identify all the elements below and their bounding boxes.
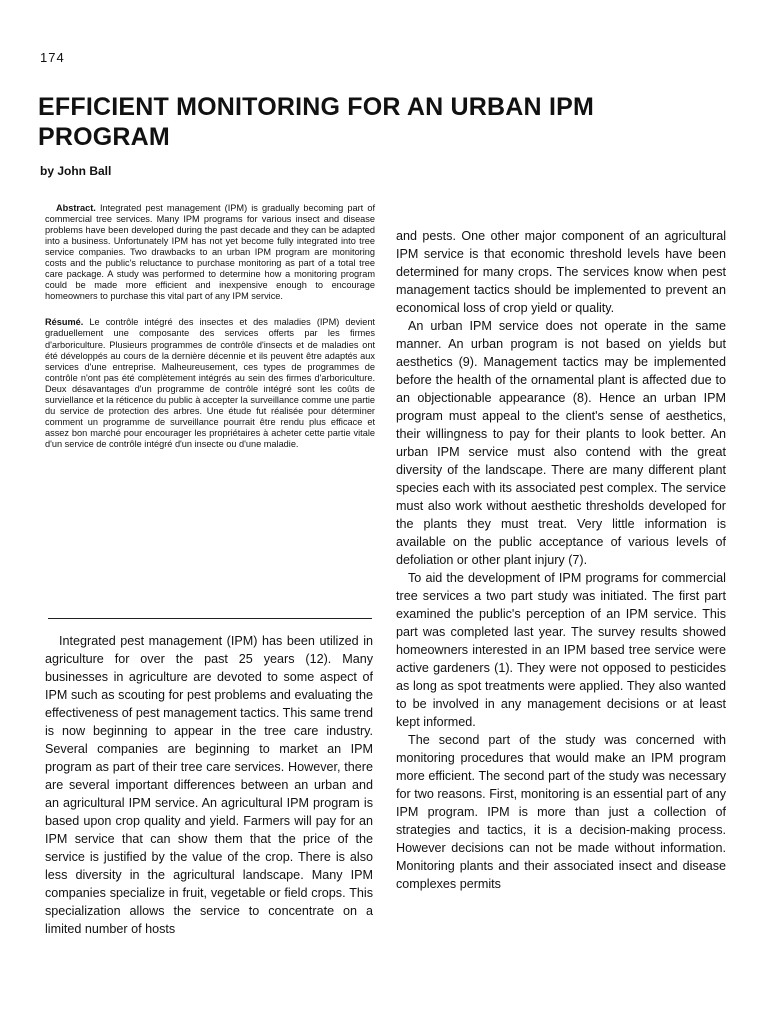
body-paragraph: An urban IPM service does not operate in the same manner. An urban program is not based on yields but aesthetics (9). Management tactics may be implemented before the health of the ornamental plant is affected due to an objectionable appearance (8). Hence an urban IPM program must appeal to the client's sense of aesthetics, their willingness to pay for their plants to look better. An urban IPM service must also contend with the great diversity of the landscape. There are many different plant species each with its associated pest complex. The service must also work without aesthetic thresholds developed for the plants they must treat. Very little information is available on the public acceptance of various levels of defoliation or other plant injury (7). bbox=[396, 319, 726, 567]
body-paragraph-continuation: and pests. One other major component of an agricultural IPM service is that economic threshold levels have been determined for many crops. The services know when pest management tactics should be implemented to prevent an economical loss of crop yield or quality. bbox=[396, 229, 726, 315]
abstract bbox=[45, 203, 375, 302]
body-paragraph: Integrated pest management (IPM) has been utilized in agriculture for over the past 25 years (12). Many businesses in agriculture are devoted to some aspect of IPM such as scouting for pest problems and evaluating the effectiveness of pest management tactics. This same trend is now beginning to appear in the tree care industry. Several companies are beginning to market an IPM program as part of their tree care services. However, there are several important differences between an urban and an agricultural IPM service. An agricultural IPM program is based upon crop quality and yield. Farmers will pay for an IPM service that can show them that the price of the service is justified by the value of the crop. There is also less diversity in the agricultural landscape. Many IPM companies specialize in fruit, vegetable or field crops. This specialization allows the service to concentrate on a limited number of hosts bbox=[45, 634, 373, 936]
resume-text: Le contrôle intégré des insectes et des maladies (IPM) devient graduellement une composante des services offerts par les firmes d'arboriculture. Plusieurs programmes de contrôle d'insects et de maladies ont été développés au cours de la dernière décennie et ils peuvent être adaptés aux services d'une entreprise. Malheureusement, ces types de programmes de contrôle n'ont pas été complètement intégrés au sein des firmes d'arboriculture. Deux désavantages d'un programme de contrôle intégré sont les coûts de surviellance et la réticence du public à accepter la surveillance comme une partie du service de protection des arbres. Une étude fut réalisée pour déterminer comment un programme de surveillance pourrait être rendu plus efficace et assez bon marché pour encourager les propriétaires à acheter cette partie vitale d'un service de contrôle intégré d'un insecte ou d'une maladie. bbox=[45, 317, 375, 449]
author-byline: by John Ball bbox=[40, 164, 112, 178]
abstract-lead: Abstract. bbox=[56, 203, 96, 213]
abstract-text: Integrated pest management (IPM) is gradually becoming part of commercial tree services. Many IPM programs for various insect and disease problems have been developed during the past decade and they can be adapted into a business. Unfortunately IPM has not yet become fully integrated into tree service companies. Two drawbacks to an urban IPM program are monitoring costs and the public's reluctance to purchase monitoring as part of a total tree care package. A study was performed to determine how a monitoring program could be made more efficient and inexpensive enough to encourage homeowners to purchase this vital part of any IPM service. bbox=[45, 203, 375, 302]
section-divider bbox=[48, 618, 372, 619]
resume bbox=[45, 317, 375, 450]
page-number: 174 bbox=[40, 50, 65, 65]
body-left-column bbox=[45, 632, 373, 938]
summary-column bbox=[45, 203, 375, 450]
body-right-column bbox=[396, 227, 726, 893]
article-title: EFFICIENT MONITORING FOR AN URBAN IPM PROGRAM bbox=[38, 93, 594, 151]
body-paragraph: The second part of the study was concerned with monitoring procedures that would make an IPM program more efficient. The second part of the study was necessary for two reasons. First, monitoring is an essential part of any IPM program. IPM is more than just a collection of strategies and tactics, it is a decision-making process. However decisions can not be made without information. Monitoring plants and their associated insect and disease complexes permits bbox=[396, 733, 726, 891]
body-paragraph: To aid the development of IPM programs for commercial tree services a two part study was initiated. The first part examined the public's perception of an IPM service. This part was completed last year. The survey results showed homeowners interested in an IPM based tree service were active gardeners (1). They were not opposed to pesticides as long as spot treatments were applied. They also wanted to be involved in any management decisions or at least kept informed. bbox=[396, 571, 726, 729]
resume-lead: Résumé. bbox=[45, 317, 84, 328]
